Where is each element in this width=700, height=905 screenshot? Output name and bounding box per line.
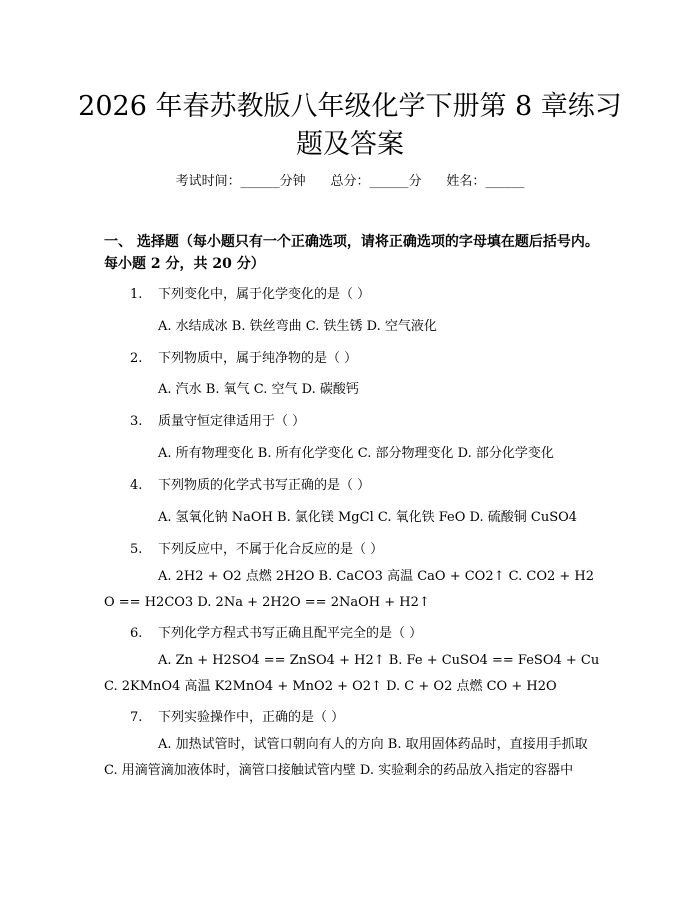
score-unit: 分 (408, 174, 422, 189)
question-3-options: A. 所有物理变化 B. 所有化学变化 C. 部分物理变化 D. 部分化学变化 (158, 446, 554, 461)
question-stem: 质量守恒定律适用于（ ） (158, 414, 306, 429)
question-6-options: A. Zn + H2SO4 == ZnSO4 + H2↑ B. Fe + CuSO4 == FeSO4 + Cu C. 2KMnO4 高温 K2MnO4 + MnO2 + O2↑ D. C + O2 点燃 CO + H2O (104, 653, 600, 694)
question-stem: 下列物质中，属于纯净物的是（ ） (158, 351, 358, 366)
question-number: 5. (130, 542, 143, 557)
question-number: 6. (130, 626, 143, 641)
question-7-options: A. 加热试管时，试管口朝向有人的方向 B. 取用固体药品时，直接用手抓取 C. 用滴管滴加液体时，滴管口接触试管内壁 D. 实验剩余的药品放入指定的容器中 (104, 737, 588, 778)
question-7 (130, 706, 344, 725)
name-label: 姓名： (446, 174, 486, 189)
title-line-2: 题及答案 (296, 129, 404, 160)
question-6 (130, 622, 422, 641)
question-2 (130, 347, 357, 366)
question-4-options: A. 氢氧化钠 NaOH B. 氯化镁 MgCl C. 氧化铁 FeO D. 硫酸铜 CuSO4 (158, 510, 578, 525)
question-1 (130, 283, 370, 302)
question-stem: 下列化学方程式书写正确且配平完全的是（ ） (158, 626, 423, 641)
score-blank: ______ (369, 174, 409, 189)
exam-meta (0, 170, 700, 189)
question-2-options: A. 汽水 B. 氧气 C. 空气 D. 碳酸钙 (158, 382, 359, 397)
question-4 (130, 474, 370, 493)
document-title (0, 88, 700, 164)
time-label: 考试时间： (175, 174, 241, 189)
question-number: 1. (130, 287, 143, 302)
time-unit: 分钟 (279, 174, 306, 189)
question-stem: 下列物质的化学式书写正确的是（ ） (158, 478, 371, 493)
question-number: 4. (130, 478, 143, 493)
name-blank: ______ (485, 174, 525, 189)
question-number: 2. (130, 351, 143, 366)
question-number: 7. (130, 710, 143, 725)
question-stem: 下列变化中，属于化学变化的是（ ） (158, 287, 371, 302)
question-3 (130, 410, 305, 429)
time-blank: ______ (240, 174, 280, 189)
question-number: 3. (130, 414, 143, 429)
question-5 (130, 538, 383, 557)
score-label: 总分： (330, 174, 370, 189)
question-1-options: A. 水结成冰 B. 铁丝弯曲 C. 铁生锈 D. 空气液化 (158, 319, 437, 334)
question-5-options: A. 2H2 + O2 点燃 2H2O B. CaCO3 高温 CaO + CO2↑ C. CO2 + H2O == H2CO3 D. 2Na + 2H2O == 2NaOH + H2↑ (104, 569, 595, 610)
question-stem: 下列反应中，不属于化合反应的是（ ） (158, 542, 384, 557)
question-stem: 下列实验操作中，正确的是（ ） (158, 710, 345, 725)
section-heading: 一、 选择题（每小题只有一个正确选项，请将正确选项的字母填在题后括号内。每小题 2 分，共 20 分） (104, 234, 599, 272)
title-line-1: 2026 年春苏教版八年级化学下册第 8 章练习 (78, 91, 622, 122)
